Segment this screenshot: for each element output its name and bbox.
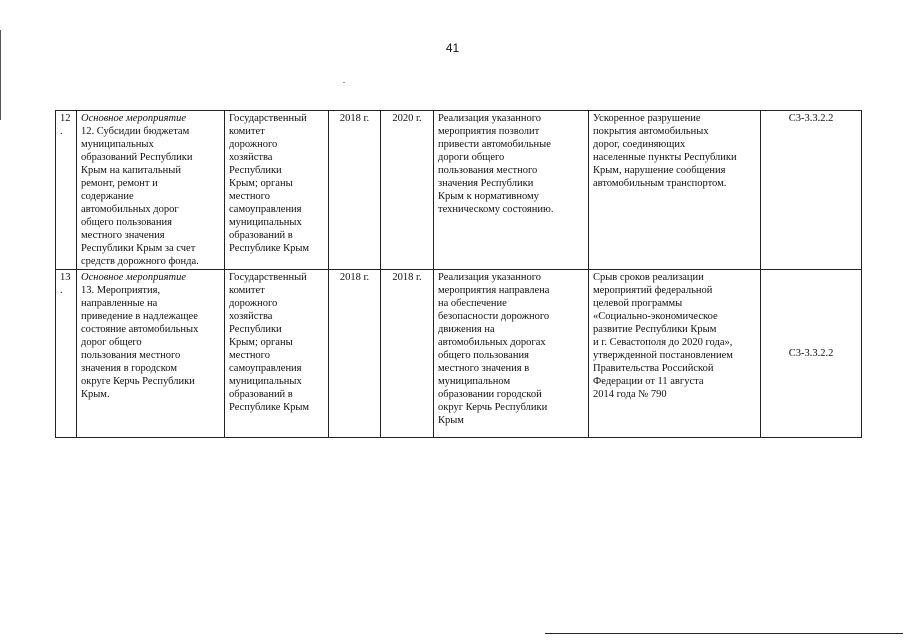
measure-cell	[77, 111, 225, 270]
executor-cell: Государственный комитет дорожного хозяйства Республики Крым; органы местного самоуправления муниципальных образований в Республике Крым	[225, 270, 329, 438]
row-number: 12.	[56, 111, 77, 270]
end-year-cell: 2018 г.	[381, 270, 434, 438]
measures-table	[55, 110, 862, 438]
row-number: 13.	[56, 270, 77, 438]
indicator-code-cell: С3-3.3.2.2	[761, 111, 862, 270]
expected-result-cell: Реализация указанного мероприятия направлена на обеспечение безопасности дорожного движения на автомобильных дорогах общего пользования местного значения в муниципальном образовании городской округ Керчь Республики Крым	[434, 270, 589, 438]
measure-cell	[77, 270, 225, 438]
measure-description: 13. Мероприятия, направленные на приведение в надлежащее состояние автомобильных дорог общего пользования местного значения в городском округе Керчь Республики Крым.	[81, 285, 199, 400]
bottom-rule	[545, 633, 903, 634]
measure-description: 12. Субсидии бюджетам муниципальных образований Республики Крым на капитальный ремонт, ремонт и содержание автомобильных дорог общего пользования местного значения Республики Крым за счет средств дорожного фонда.	[81, 126, 199, 267]
consequences-cell: Ускоренное разрушение покрытия автомобильных дорог, соединяющих населенные пункты Республики Крым, нарушение сообщения автомобильным транспортом.	[589, 111, 761, 270]
end-year-cell: 2020 г.	[381, 111, 434, 270]
expected-result-cell: Реализация указанного мероприятия позволит привести автомобильные дороги общего пользования местного значения Республики Крым к нормативному техническому состоянию.	[434, 111, 589, 270]
executor-cell: Государственный комитет дорожного хозяйства Республики Крым; органы местного самоуправления муниципальных образований в Республике Крым	[225, 111, 329, 270]
measure-type: Основное мероприятие	[81, 113, 186, 124]
table-row	[56, 111, 862, 270]
consequences-cell: Срыв сроков реализации мероприятий федеральной целевой программы «Социально-экономическое развитие Республики Крым и г. Севастополя до 2020 года», утвержденной постановлением Правительства Российской Федерации от 11 августа 2014 года № 790	[589, 270, 761, 438]
indicator-code-cell: С3-3.3.2.2	[761, 270, 862, 438]
start-year-cell: 2018 г.	[329, 270, 381, 438]
table-row	[56, 270, 862, 438]
scan-speck	[343, 82, 345, 83]
measure-type: Основное мероприятие	[81, 272, 186, 283]
start-year-cell: 2018 г.	[329, 111, 381, 270]
page-number: 41	[445, 41, 460, 55]
